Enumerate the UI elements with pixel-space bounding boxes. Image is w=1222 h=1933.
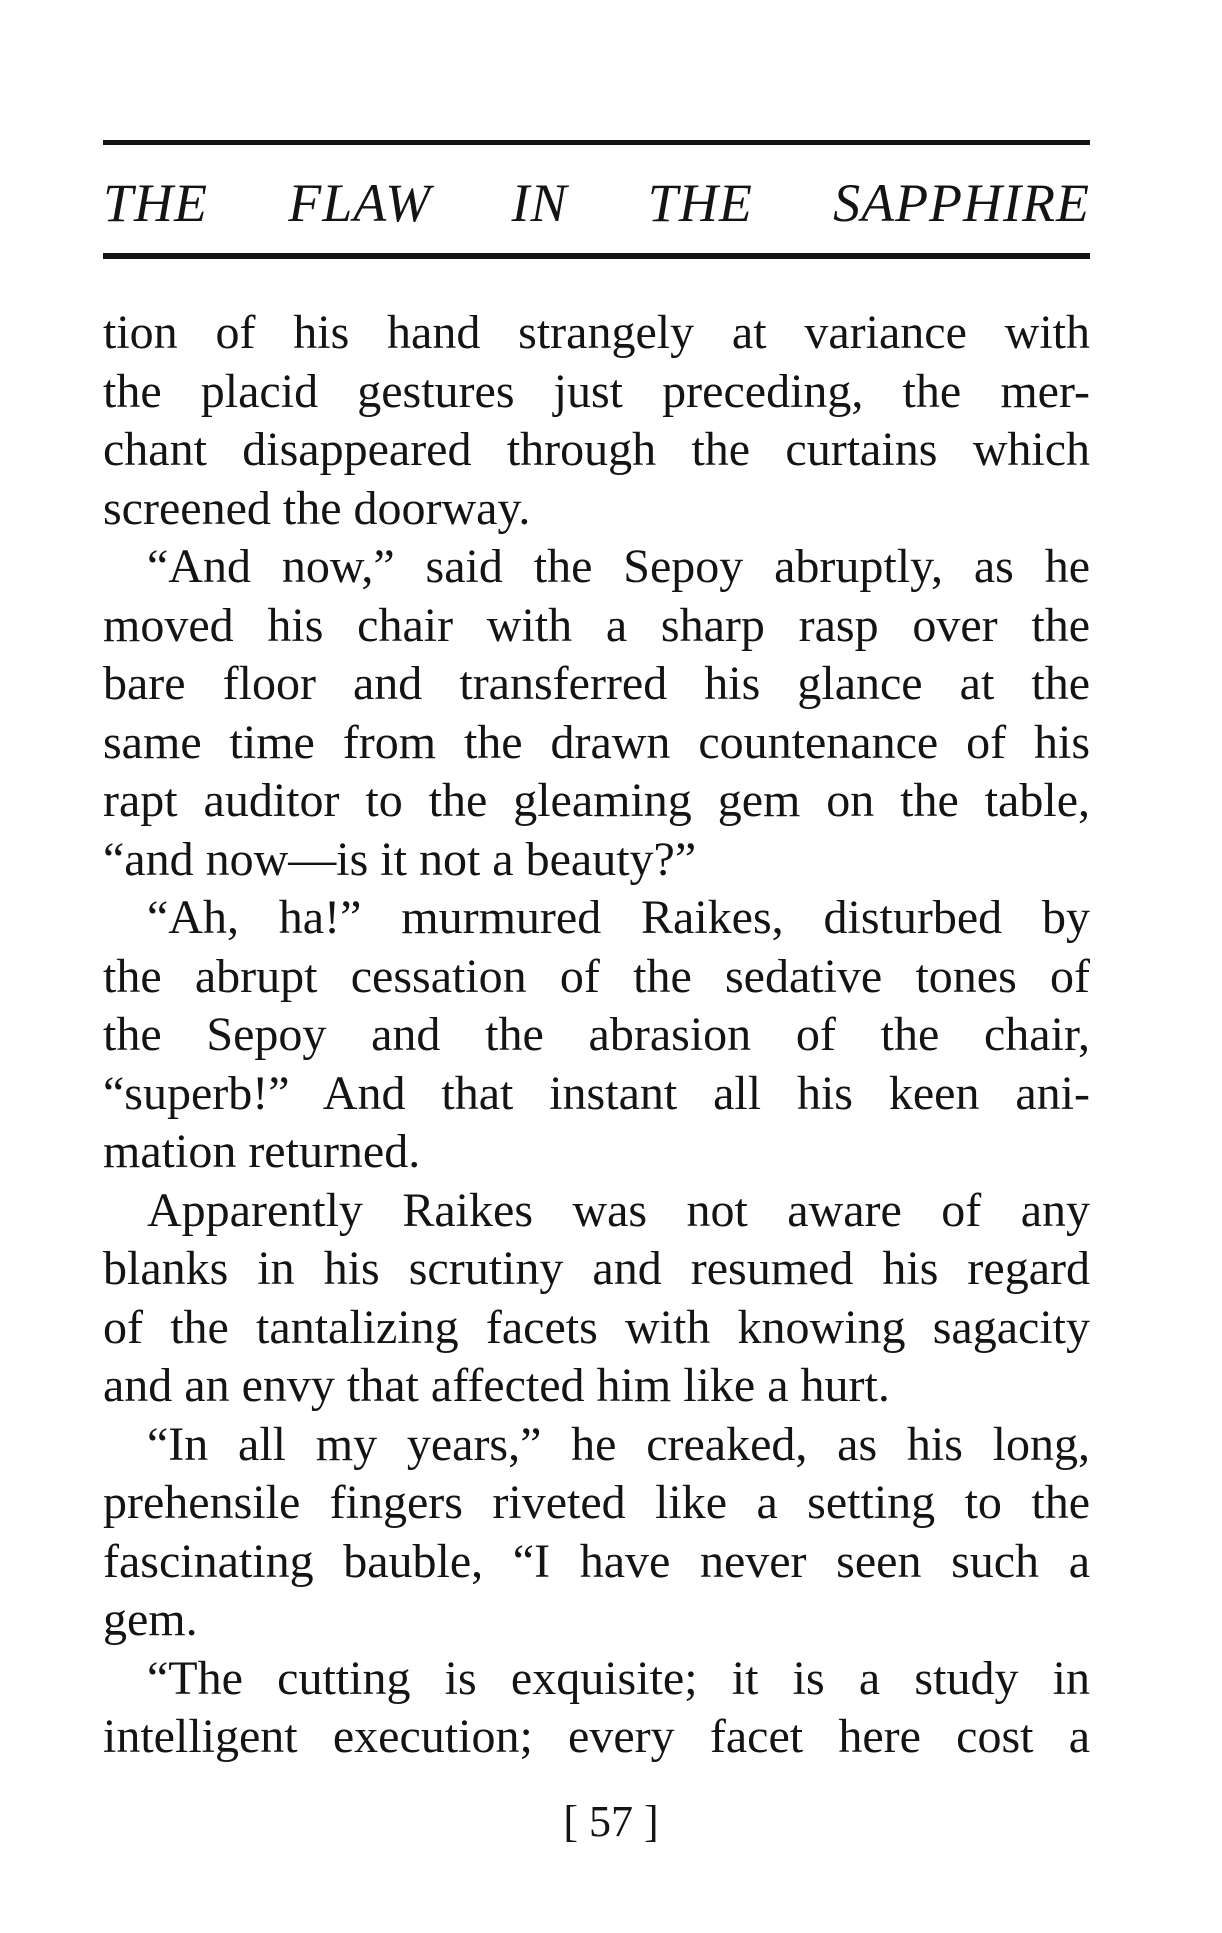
text-line: moved his chair with a sharp rasp over the: [103, 598, 1090, 652]
text-line: prehensile fingers riveted like a setting to the: [103, 1476, 1090, 1529]
text-line: fascinating bauble, “I have never seen such a: [103, 1534, 1090, 1588]
text-line: bare floor and transferred his glance at the: [103, 657, 1090, 710]
text-line: tion of his hand strangely at variance with: [103, 306, 1090, 359]
text-line: same time from the drawn countenance of his: [103, 715, 1090, 769]
text-line: screened the doorway.: [103, 481, 531, 535]
text-line: “The cutting is exquisite; it is a study in: [147, 1651, 1090, 1705]
text-line: rapt auditor to the gleaming gem on the table,: [103, 774, 1090, 827]
text-line: “Ah, ha!” murmured Raikes, disturbed by: [147, 891, 1090, 944]
text-line: “and now—is it not a beauty?”: [103, 832, 697, 886]
header-rule-bottom: [103, 253, 1090, 259]
body-text: [103, 304, 1090, 1767]
text-line: “And now,” said the Sepoy abruptly, as he: [147, 540, 1090, 593]
text-line: “superb!” And that instant all his keen ani-: [103, 1066, 1090, 1120]
text-line: blanks in his scrutiny and resumed his regard: [103, 1242, 1090, 1295]
text-line: mation returned.: [103, 1125, 421, 1178]
text-line: the abrupt cessation of the sedative tones of: [103, 949, 1090, 1003]
page-number: [ 57 ]: [563, 1797, 659, 1846]
header-rule-top: [103, 140, 1090, 145]
text-line: and an envy that affected him like a hurt.: [103, 1359, 890, 1412]
text-line: chant disappeared through the curtains which: [103, 423, 1090, 476]
text-line: “In all my years,” he creaked, as his long,: [147, 1417, 1090, 1471]
text-line: of the tantalizing facets with knowing sagacity: [103, 1300, 1090, 1354]
text-line: intelligent execution; every facet here cost a: [103, 1710, 1090, 1763]
running-head: THE FLAW IN THE SAPPHIRE: [103, 173, 1090, 233]
text-line: Apparently Raikes was not aware of any: [147, 1183, 1090, 1237]
text-line: gem.: [103, 1593, 198, 1646]
text-line: the Sepoy and the abrasion of the chair,: [103, 1008, 1090, 1061]
text-line: the placid gestures just preceding, the mer-: [103, 364, 1090, 418]
